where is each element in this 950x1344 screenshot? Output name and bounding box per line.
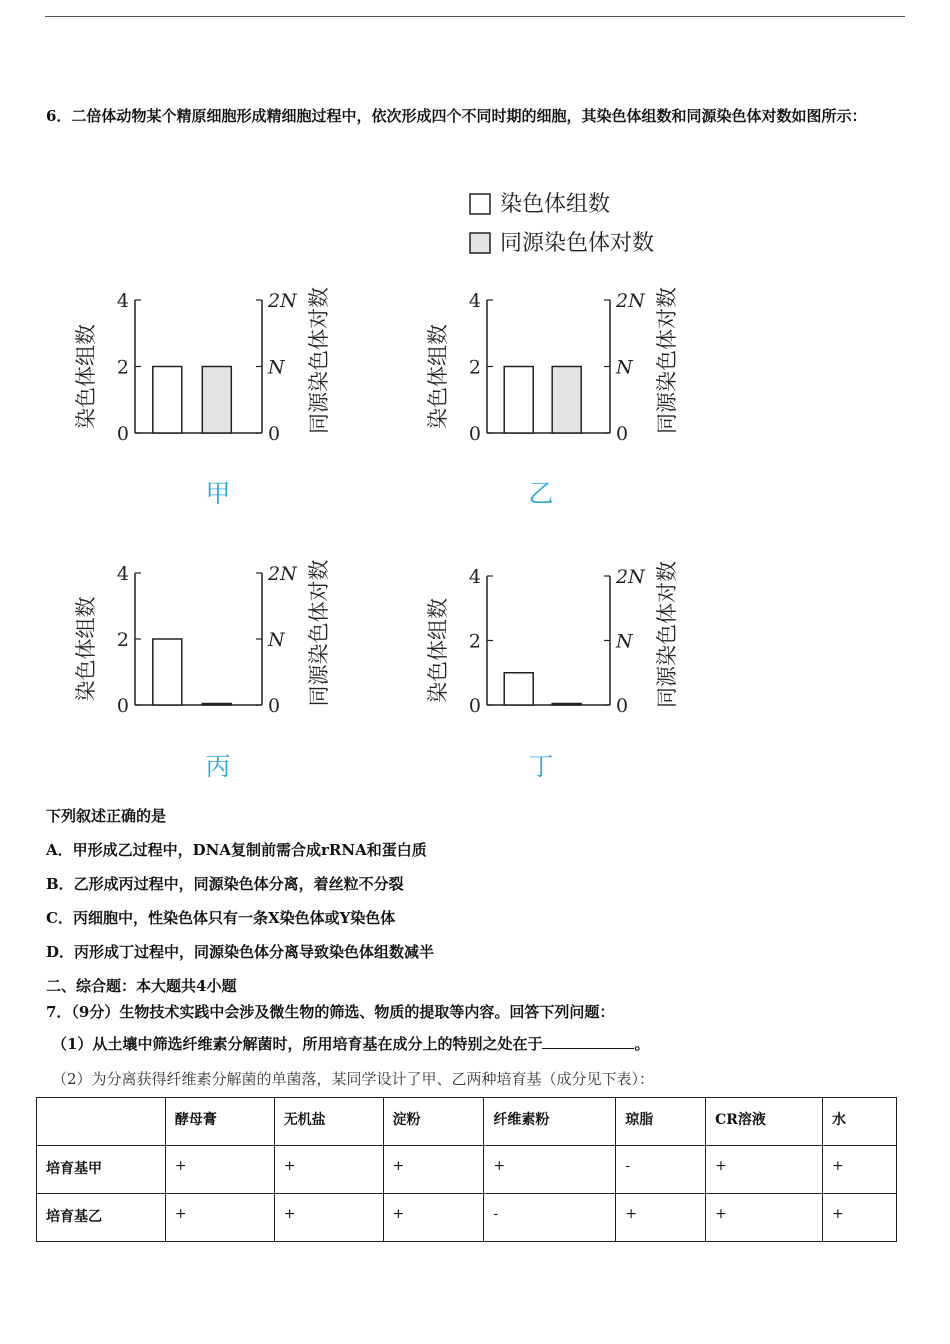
option-a: A．甲形成乙过程中，DNA复制前需合成rRNA和蛋白质 — [46, 841, 427, 859]
table-cell: - — [484, 1194, 616, 1242]
right-tick-label: 0 — [268, 423, 281, 445]
chart-bar — [504, 673, 533, 705]
table-cell: + — [823, 1146, 897, 1194]
option-b: B．乙形成丙过程中，同源染色体分离，着丝粒不分裂 — [46, 875, 404, 893]
left-tick-label: 2 — [116, 356, 129, 379]
left-axis-label: 染色体组数 — [426, 598, 450, 703]
chart-bar — [202, 367, 231, 434]
chart-bar — [202, 704, 231, 706]
panel-caption: 乙 — [528, 479, 554, 508]
right-tick-label: 0 — [268, 695, 281, 717]
left-tick-label: 4 — [116, 563, 129, 585]
legend-swatch-pairs — [470, 233, 490, 253]
chart-bar — [504, 367, 533, 434]
question-7-stem: 7．（9分）生物技术实践中会涉及微生物的筛选、物质的提取等内容。回答下列问题： — [46, 1003, 615, 1021]
table-cell: + — [274, 1146, 383, 1194]
right-tick-label: N — [268, 356, 285, 379]
right-axis-label: 同源染色体对数 — [307, 559, 331, 707]
right-tick-label: 2N — [268, 563, 297, 585]
left-tick-label: 0 — [468, 695, 481, 717]
left-tick-label: 4 — [116, 290, 129, 312]
panel-caption: 甲 — [205, 479, 231, 508]
left-axis-label: 染色体组数 — [426, 324, 450, 429]
question-7-part-2: （2）为分离获得纤维素分解菌的单菌落，某同学设计了甲、乙两种培育基（成分见下表）： — [52, 1070, 655, 1088]
option-c: C．丙细胞中，性染色体只有一条X染色体或Y染色体 — [46, 909, 396, 927]
panel-caption: 丁 — [528, 752, 554, 781]
table-header-cell: 纤维素粉 — [484, 1098, 616, 1146]
legend-label-sets: 染色体组数 — [500, 192, 611, 217]
left-axis-label: 染色体组数 — [74, 324, 98, 429]
left-tick-label: 2 — [468, 630, 481, 653]
chart-bar — [552, 704, 581, 706]
left-tick-label: 2 — [468, 356, 481, 379]
chart-panel — [74, 287, 331, 508]
table-row — [37, 1146, 897, 1194]
figure-legend — [470, 192, 654, 256]
panel-caption: 丙 — [205, 752, 231, 781]
table-cell: + — [165, 1146, 274, 1194]
right-tick-label: N — [268, 629, 285, 651]
left-axis-label: 染色体组数 — [74, 596, 98, 702]
part-1-end: 。 — [634, 1035, 650, 1053]
left-tick-label: 4 — [468, 566, 481, 588]
table-cell: + — [165, 1194, 274, 1242]
section-2-heading: 二、综合题：本大题共4小题 — [46, 977, 237, 995]
table-cell: + — [484, 1146, 616, 1194]
table-cell: + — [823, 1194, 897, 1242]
table-header-cell: 无机盐 — [274, 1098, 383, 1146]
question-prompt: 下列叙述正确的是 — [46, 807, 167, 825]
right-axis-label: 同源染色体对数 — [655, 287, 679, 434]
table-header-cell — [37, 1098, 166, 1146]
culture-media-table — [36, 1097, 897, 1242]
right-tick-label: 2N — [616, 566, 645, 588]
table-header-cell: 酵母膏 — [165, 1098, 274, 1146]
table-row-header: 培育基乙 — [37, 1194, 166, 1242]
question-7-part-1 — [52, 1033, 649, 1054]
left-tick-label: 0 — [116, 423, 129, 445]
table-header-cell: 水 — [823, 1098, 897, 1146]
option-d: D．丙形成丁过程中，同源染色体分离导致染色体组数减半 — [46, 943, 435, 961]
left-tick-label: 0 — [468, 423, 481, 445]
answer-blank — [542, 1036, 634, 1049]
left-tick-label: 0 — [116, 695, 129, 717]
chart-bar — [552, 367, 581, 434]
chart-panel — [74, 560, 331, 782]
left-tick-label: 4 — [468, 290, 481, 312]
table-cell: - — [616, 1146, 706, 1194]
chart-panel — [426, 287, 679, 508]
table-cell: + — [706, 1194, 823, 1242]
table-cell: + — [274, 1194, 383, 1242]
right-tick-label: 0 — [616, 695, 629, 717]
right-axis-label: 同源染色体对数 — [655, 561, 679, 708]
table-row — [37, 1194, 897, 1242]
right-axis-label: 同源染色体对数 — [307, 287, 331, 434]
legend-swatch-sets — [470, 194, 490, 214]
right-tick-label: 0 — [616, 423, 629, 445]
table-header-cell: 淀粉 — [383, 1098, 484, 1146]
left-tick-label: 2 — [116, 629, 129, 651]
table-row-header: 培育基甲 — [37, 1146, 166, 1194]
right-tick-label: 2N — [268, 290, 297, 312]
table-header-row — [37, 1098, 897, 1146]
right-tick-label: N — [616, 630, 633, 653]
part-1-text: （1）从土壤中筛选纤维素分解菌时，所用培育基在成分上的特别之处在于 — [52, 1035, 543, 1053]
table-cell: + — [383, 1194, 484, 1242]
right-tick-label: N — [616, 356, 633, 379]
chart-bar — [153, 367, 182, 434]
chart-bar — [153, 639, 182, 705]
table-cell: + — [383, 1146, 484, 1194]
question-6-text: 6．二倍体动物某个精原细胞形成精细胞过程中，依次形成四个不同时期的细胞，其染色体组数和同源染色体对数如图所示： — [46, 107, 867, 125]
right-tick-label: 2N — [616, 290, 645, 312]
table-cell: + — [706, 1146, 823, 1194]
chart-panel — [426, 561, 679, 781]
table-header-cell: 琼脂 — [616, 1098, 706, 1146]
table-header-cell: CR溶液 — [706, 1098, 823, 1146]
legend-label-pairs: 同源染色体对数 — [500, 231, 655, 256]
table-cell: + — [616, 1194, 706, 1242]
